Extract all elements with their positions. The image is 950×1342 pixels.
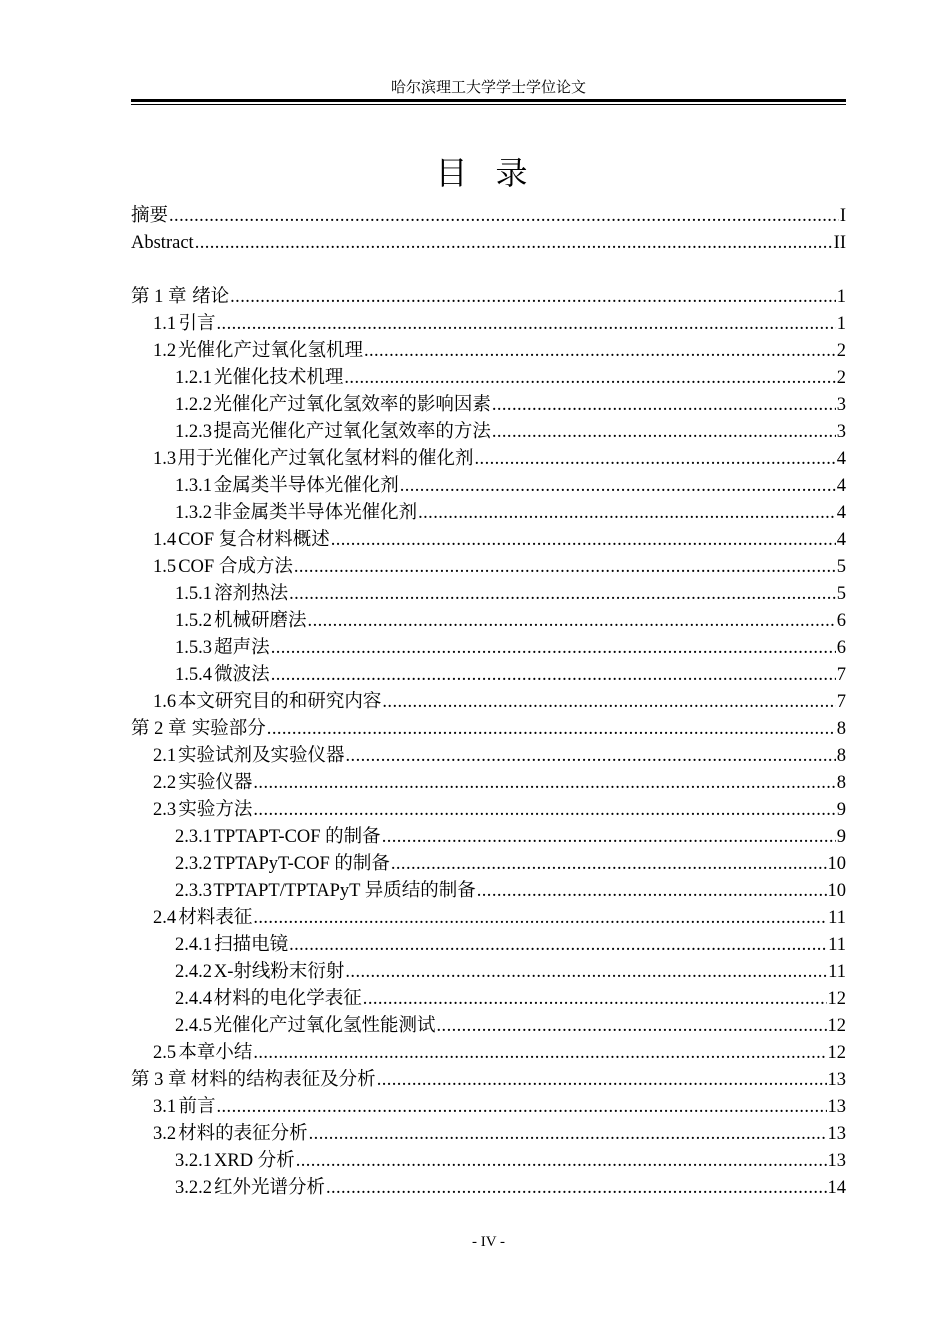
toc-leader-dots [217, 1094, 827, 1121]
toc-entry[interactable] [131, 230, 846, 257]
toc-entry-title: 材料表征 [178, 908, 253, 928]
toc-entry-title: XRD 分析 [214, 1151, 295, 1171]
toc-leader-dots [344, 365, 835, 392]
toc-entry[interactable] [131, 797, 846, 824]
toc-leader-dots [492, 392, 836, 419]
toc-entry[interactable] [131, 338, 846, 365]
toc-entry-page: 12 [827, 1043, 846, 1063]
toc-entry-title: 红外光谱分析 [213, 1178, 325, 1198]
toc-entry-page: 4 [836, 476, 846, 496]
toc-entry[interactable] [131, 203, 846, 230]
page-number: - IV - [471, 1234, 506, 1250]
toc-entry-title: 微波法 [214, 665, 270, 685]
toc-entry-title: 光催化产过氧化氢效率的影响因素 [213, 395, 491, 415]
toc-entry-number: 3.2.1 [175, 1151, 212, 1171]
toc-entry[interactable] [131, 743, 846, 770]
toc-entry-title: 引言 [178, 314, 216, 334]
toc-entry-number: 1.2.2 [175, 395, 212, 415]
toc-entry[interactable] [131, 1175, 846, 1202]
toc-entry-number: 3.1 [153, 1097, 177, 1117]
toc-entry[interactable] [131, 1148, 846, 1175]
toc-leader-dots [326, 1175, 827, 1202]
toc-leader-dots [391, 851, 827, 878]
toc-entry-title: 绪论 [192, 287, 230, 307]
toc-entry[interactable] [131, 581, 846, 608]
toc-leader-dots [169, 203, 839, 230]
toc-entry[interactable] [131, 770, 846, 797]
toc-entry-title: X-射线粉末衍射 [213, 962, 345, 982]
toc-entry-number: 1.3 [153, 449, 177, 469]
toc-entry-page: 8 [836, 746, 846, 766]
toc-entry-number: 1.3.2 [175, 503, 212, 523]
toc-leader-dots [364, 338, 836, 365]
toc-entry-title: Abstract [131, 233, 194, 253]
toc-entry-page: 2 [836, 341, 846, 361]
toc-entry-page: 13 [827, 1097, 846, 1117]
toc-entry-number: 2.4.1 [175, 935, 212, 955]
toc-entry-page: 11 [828, 935, 846, 955]
toc-entry-page: 14 [827, 1178, 846, 1198]
toc-entry-page: 13 [827, 1151, 846, 1171]
toc-leader-dots [267, 716, 836, 743]
toc-entry-number: 2.3.1 [175, 827, 212, 847]
toc-entry[interactable] [131, 392, 846, 419]
toc-entry-number: 2.3.2 [175, 854, 212, 874]
toc-entry-number: 1.1 [153, 314, 177, 334]
toc-entry-title: 实验试剂及实验仪器 [178, 746, 345, 766]
toc-entry-number: 第 2 章 [131, 719, 187, 739]
toc-leader-dots [382, 824, 836, 851]
toc-entry-title: 用于光催化产过氧化氢材料的催化剂 [177, 449, 474, 469]
toc-entry-title: 实验方法 [178, 800, 253, 820]
toc-leader-dots [253, 1040, 826, 1067]
toc-entry-title: 非金属类半导体光催化剂 [213, 503, 418, 523]
toc-entry-title: 光催化技术机理 [213, 368, 344, 388]
toc-leader-dots [253, 770, 835, 797]
toc-entry-page: 4 [836, 449, 846, 469]
toc-entry[interactable] [131, 419, 846, 446]
toc-entry-number: 2.4.5 [175, 1016, 212, 1036]
toc-leader-dots [308, 608, 836, 635]
toc-entry[interactable] [131, 932, 846, 959]
toc-leader-dots [418, 500, 836, 527]
toc-entry-title: 摘要 [131, 206, 169, 226]
toc-entry-page: 8 [836, 719, 846, 739]
toc-entry-title: 材料的表征分析 [178, 1124, 308, 1144]
toc-entry-page: 4 [836, 503, 846, 523]
toc-entry-number: 2.4.2 [175, 962, 212, 982]
running-header: 哈尔滨理工大学学士学位论文 [390, 80, 586, 96]
toc-leader-dots [289, 581, 836, 608]
toc-leader-dots [289, 932, 827, 959]
toc-entry-title: TPTAPT/TPTAPyT 异质结的制备 [213, 881, 476, 901]
toc-entry-number: 1.5.4 [175, 665, 212, 685]
toc-entry-page: 10 [827, 881, 846, 901]
toc-entry-number: 2.3 [153, 800, 177, 820]
toc-entry-number: 1.2.1 [175, 368, 212, 388]
toc-leader-dots [345, 959, 827, 986]
toc-entry-page: 2 [836, 368, 846, 388]
toc-entry-number: 第 3 章 [131, 1070, 187, 1090]
toc-leader-dots [253, 905, 827, 932]
toc-entry[interactable] [131, 500, 846, 527]
toc-leader-dots [331, 527, 836, 554]
toc-entry[interactable] [131, 1067, 846, 1094]
toc-entry[interactable] [131, 554, 846, 581]
toc-leader-dots [437, 1013, 827, 1040]
toc-entry[interactable] [131, 986, 846, 1013]
toc-entry-title: 实验部分 [191, 719, 266, 739]
toc-leader-dots [363, 986, 827, 1013]
toc-entry[interactable] [131, 1013, 846, 1040]
toc-entry-title: 本文研究目的和研究内容 [177, 692, 382, 712]
toc-entry[interactable] [131, 689, 846, 716]
toc-entry[interactable] [131, 635, 846, 662]
toc-entry[interactable] [131, 662, 846, 689]
toc-entry[interactable] [131, 365, 846, 392]
toc-entry[interactable] [131, 1040, 846, 1067]
header-rule-thick [131, 99, 846, 102]
toc-title: 目录 [435, 155, 556, 191]
toc-entry[interactable] [131, 284, 846, 311]
toc-entry-title: 金属类半导体光催化剂 [213, 476, 399, 496]
toc-entry-page: 12 [827, 989, 846, 1009]
toc-entry-number: 2.2 [153, 773, 177, 793]
toc-entry-page: 11 [828, 908, 846, 928]
toc-entry-page: 6 [836, 611, 846, 631]
toc-entry-page: 13 [827, 1124, 846, 1144]
toc-entry-page: II [833, 233, 846, 253]
toc-entry-page: 9 [836, 800, 846, 820]
toc-entry-page: 8 [836, 773, 846, 793]
table-of-contents [131, 203, 846, 1202]
toc-leader-dots [400, 473, 836, 500]
toc-entry[interactable] [131, 905, 846, 932]
toc-entry-number: 1.5.2 [175, 611, 212, 631]
toc-leader-dots [271, 662, 836, 689]
toc-entry[interactable] [131, 1094, 846, 1121]
toc-entry-number: 1.5 [153, 557, 177, 577]
toc-entry-number: 1.4 [153, 530, 177, 550]
toc-entry-number: 2.4.4 [175, 989, 212, 1009]
toc-entry-page: 13 [827, 1070, 846, 1090]
toc-leader-dots [195, 230, 833, 257]
toc-leader-dots [230, 284, 836, 311]
toc-entry-number: 2.5 [153, 1043, 177, 1063]
toc-entry[interactable] [131, 473, 846, 500]
toc-entry-title: 材料的电化学表征 [213, 989, 362, 1009]
toc-entry-number: 2.4 [153, 908, 177, 928]
toc-entry-page: 1 [836, 314, 846, 334]
toc-leader-dots [309, 1121, 827, 1148]
toc-entry-title: COF 复合材料概述 [178, 530, 330, 550]
toc-entry[interactable] [131, 824, 846, 851]
toc-entry-page: 5 [836, 584, 846, 604]
toc-entry-page: 3 [836, 422, 846, 442]
toc-entry-page: 7 [836, 692, 846, 712]
toc-entry-title: 前言 [178, 1097, 216, 1117]
toc-entry-number: 1.3.1 [175, 476, 212, 496]
toc-entry[interactable] [131, 527, 846, 554]
toc-entry-page: 5 [836, 557, 846, 577]
toc-leader-dots [477, 878, 827, 905]
toc-entry[interactable] [131, 1121, 846, 1148]
toc-entry-page: 10 [827, 854, 846, 874]
toc-entry-title: TPTAPT-COF 的制备 [213, 827, 381, 847]
toc-entry-number: 2.1 [153, 746, 177, 766]
toc-entry-title: 提高光催化产过氧化氢效率的方法 [213, 422, 491, 442]
toc-entry-page: 4 [836, 530, 846, 550]
toc-entry-title: 超声法 [214, 638, 270, 658]
toc-entry[interactable] [131, 851, 846, 878]
toc-leader-dots [296, 1148, 827, 1175]
toc-entry-page: 6 [836, 638, 846, 658]
toc-leader-dots [253, 797, 835, 824]
toc-entry-title: 材料的结构表征及分析 [190, 1070, 376, 1090]
toc-entry-number: 3.2.2 [175, 1178, 212, 1198]
toc-leader-dots [294, 554, 836, 581]
toc-leader-dots [377, 1067, 827, 1094]
toc-leader-dots [475, 446, 836, 473]
toc-entry[interactable] [131, 878, 846, 905]
toc-entry[interactable] [131, 608, 846, 635]
toc-entry-page: 11 [828, 962, 846, 982]
toc-leader-dots [492, 419, 836, 446]
toc-entry-title: TPTAPyT-COF 的制备 [213, 854, 390, 874]
toc-entry-number: 3.2 [153, 1124, 177, 1144]
toc-entry-title: 溶剂热法 [214, 584, 289, 604]
toc-entry-title: 扫描电镜 [214, 935, 289, 955]
toc-entry[interactable] [131, 311, 846, 338]
toc-entry-number: 第 1 章 [131, 287, 187, 307]
toc-entry-page: 3 [836, 395, 846, 415]
toc-leader-dots [382, 689, 835, 716]
toc-entry[interactable] [131, 716, 846, 743]
toc-entry[interactable] [131, 959, 846, 986]
toc-entry-title: 实验仪器 [178, 773, 253, 793]
toc-entry-page: 1 [836, 287, 846, 307]
toc-entry-number: 1.2.3 [175, 422, 212, 442]
toc-entry-number: 1.5.1 [175, 584, 212, 604]
toc-entry-page: 7 [836, 665, 846, 685]
toc-entry-page: I [839, 206, 846, 226]
toc-entry-number: 2.3.3 [175, 881, 212, 901]
toc-entry-title: COF 合成方法 [178, 557, 293, 577]
toc-entry-number: 1.2 [153, 341, 177, 361]
toc-entry[interactable] [131, 446, 846, 473]
toc-leader-dots [217, 311, 836, 338]
toc-leader-dots [271, 635, 836, 662]
toc-entry-title: 光催化产过氧化氢机理 [177, 341, 363, 361]
toc-entry-title: 光催化产过氧化氢性能测试 [213, 1016, 436, 1036]
header-rule-thin [131, 104, 846, 105]
toc-entry-number: 1.5.3 [175, 638, 212, 658]
toc-entry-title: 机械研磨法 [214, 611, 307, 631]
toc-entry-page: 9 [836, 827, 846, 847]
toc-entry-page: 12 [827, 1016, 846, 1036]
toc-entry-title: 本章小结 [178, 1043, 253, 1063]
toc-entry-number: 1.6 [153, 692, 177, 712]
toc-leader-dots [346, 743, 836, 770]
